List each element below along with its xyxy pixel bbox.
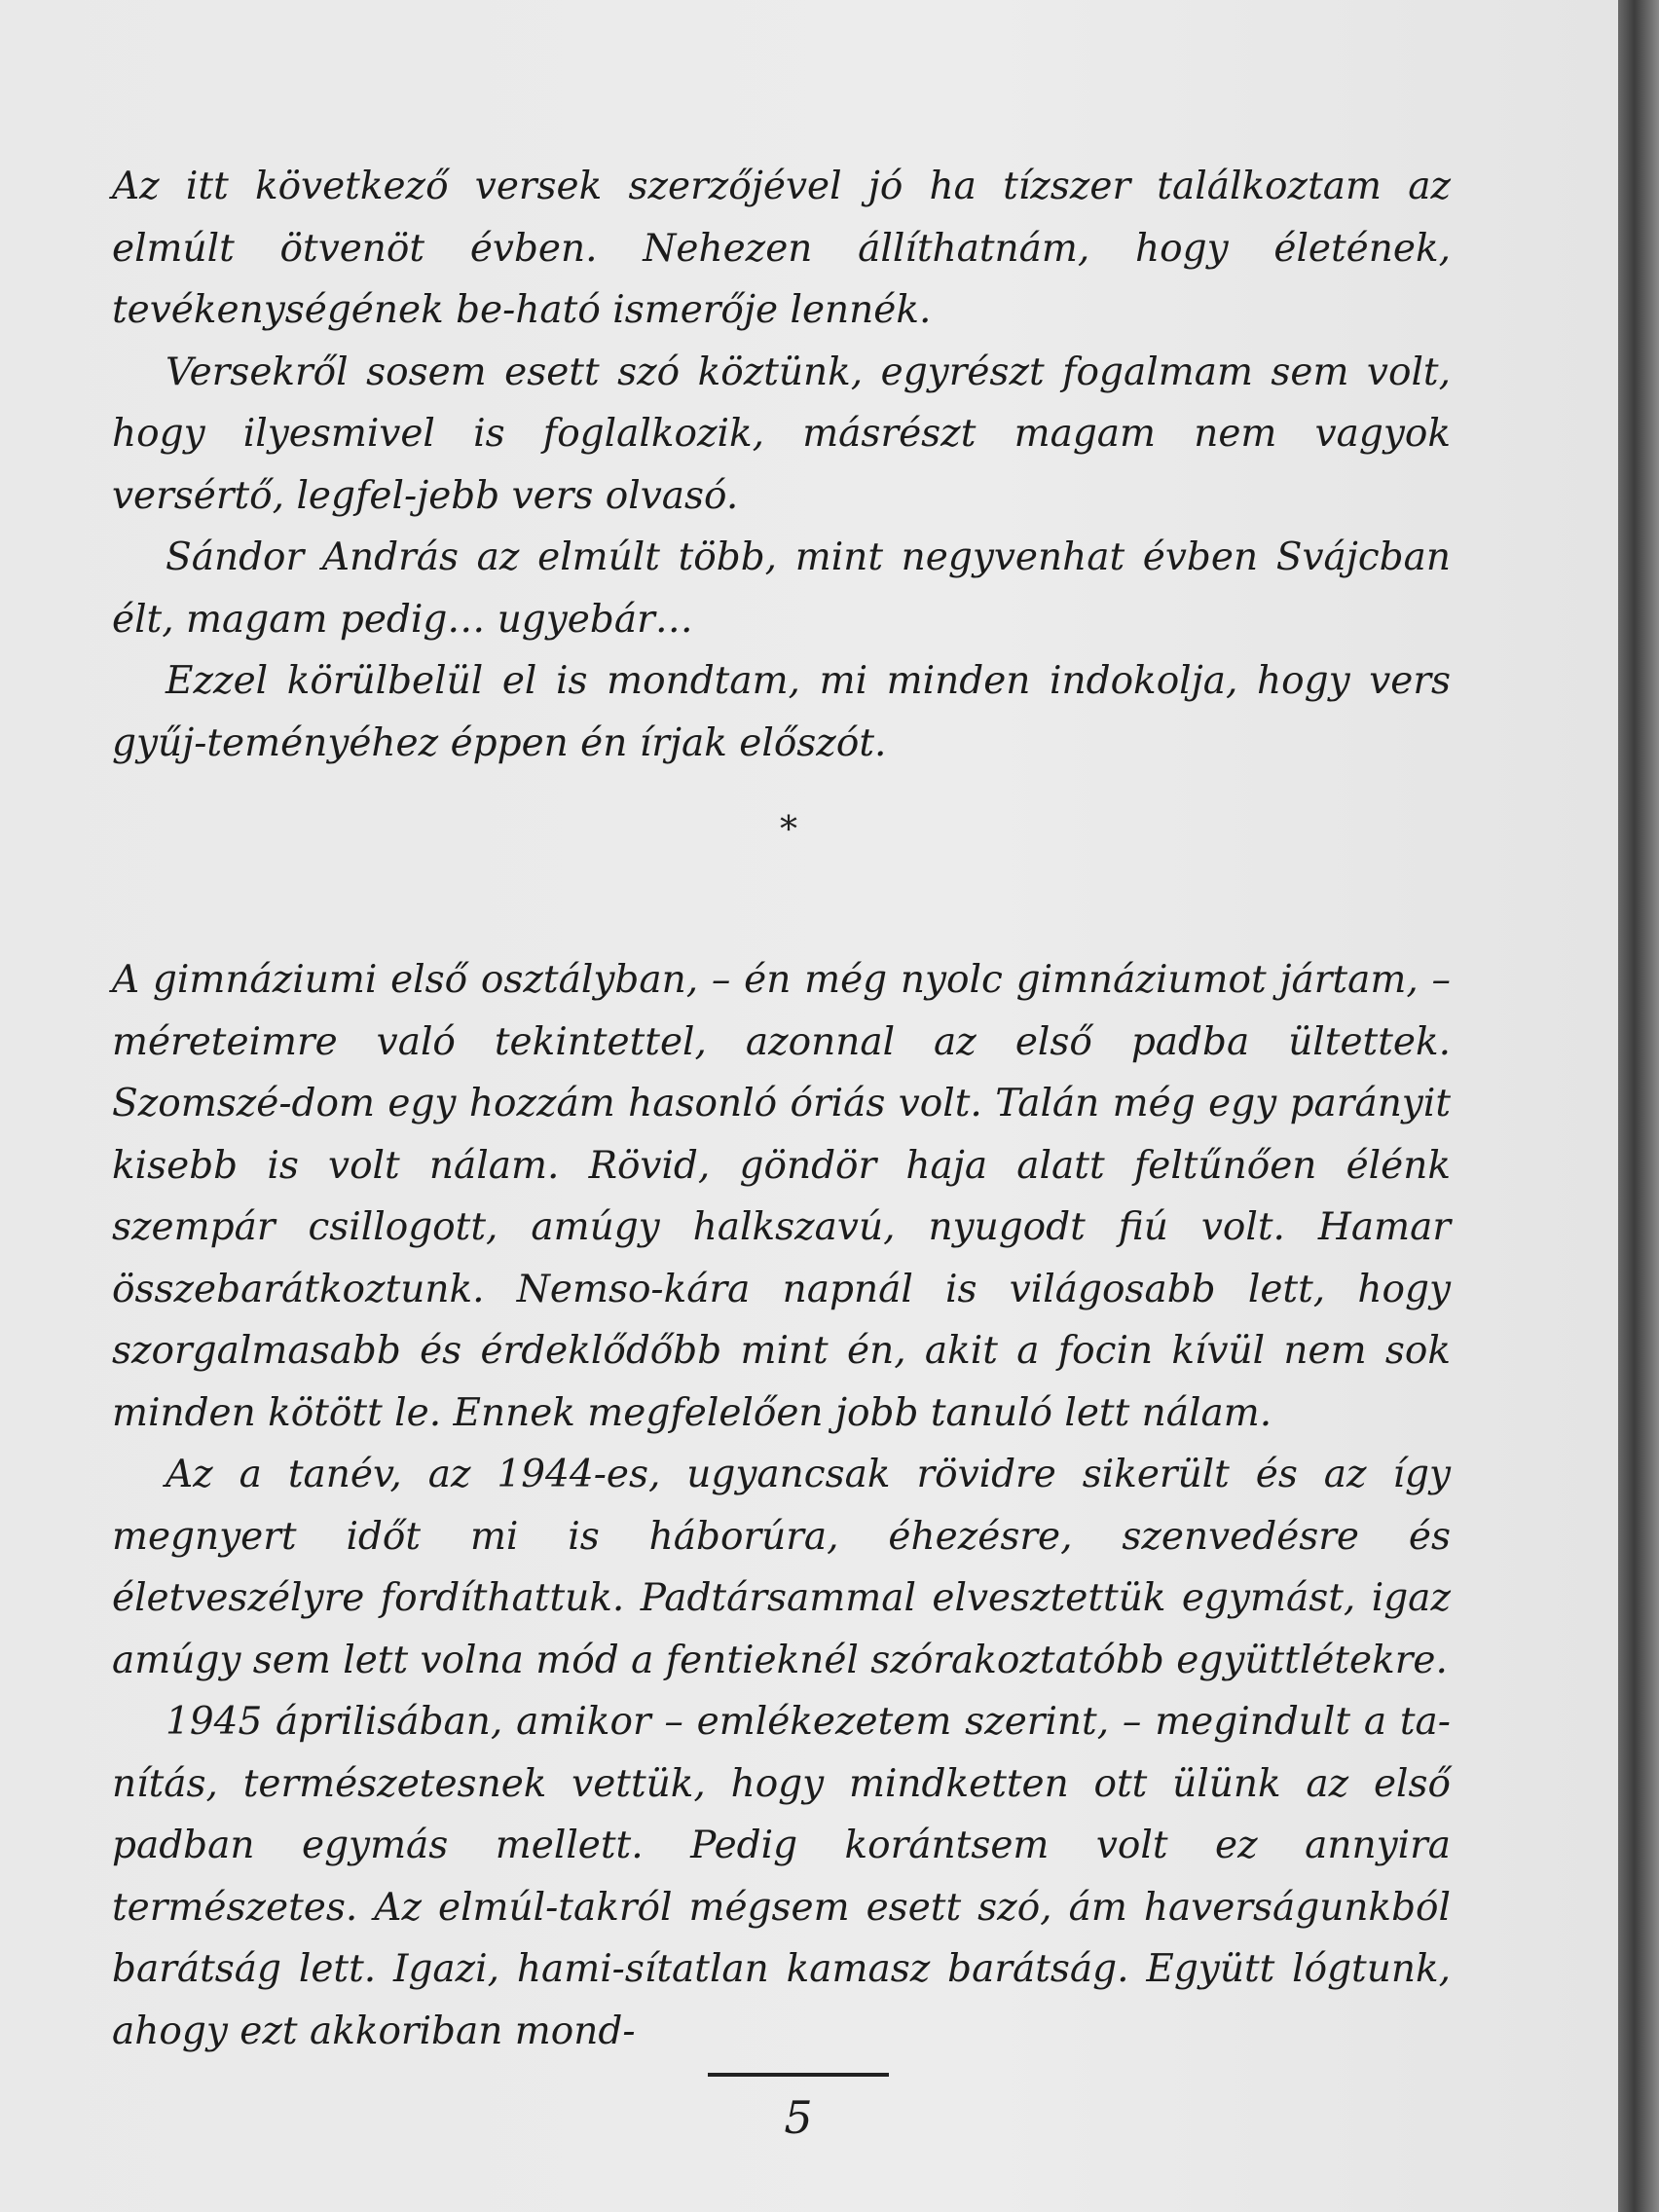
paragraph: Az a tanév, az 1944-es, ugyancsak rövidre sikerült és az így megnyert időt mi is háborúra, éhezésre, szenvedésre és életveszélyre fordíthattuk. Padtársammal elvesztettük egymást, igaz amúgy sem lett volna mód a fentieknél szórakoztatóbb együttlétekre. [112,1453,1451,1682]
text-section-2 [112,949,1451,2062]
page-edge-shadow [1618,0,1659,2212]
paragraph: A gimnáziumi első osztályban, – én még nyolc gimnáziumot jártam, – méreteimre való tekintettel, azonnal az első padba ültettek. Szomszé-dom egy hozzám hasonló óriás volt. Talán még egy parányit kisebb is volt nálam. Rövid, göndör haja alatt feltűnően élénk szempár csillogott, amúgy halkszavú, nyugodt fiú volt. Hamar összebarátkoztunk. Nemso-kára napnál is világosabb lett, hogy szorgalmasabb és érdeklődőbb mint én, akit a focin kívül nem sok minden kötött le. Ennek megfelelően jobb tanuló lett nálam. [112,958,1451,1435]
paragraph: Az itt következő versek szerzőjével jó ha tízszer találkoztam az elmúlt ötvenöt évben. Nehezen állíthatnám, hogy életének, tevékenységének be-ható ismerője lennék. [112,165,1451,332]
paragraph: Sándor András az elmúlt több, mint negyvenhat évben Svájcban élt, magam pedig… ugyebár… [112,535,1451,642]
footer-rule [708,2073,889,2077]
page-number: 5 [784,2091,813,2144]
text-section-1 [112,156,1451,774]
paragraph: Versekről sosem esett szó köztünk, egyrészt fogalmam sem volt, hogy ilyesmivel is foglalkozik, másrészt magam nem vagyok versértő, legfel-jebb vers olvasó. [112,350,1451,518]
section-separator: * [780,810,797,850]
paragraph: Ezzel körülbelül el is mondtam, mi minden indokolja, hogy vers gyűj-teményéhez éppen én írjak előszót. [112,659,1451,765]
paragraph: 1945 áprilisában, amikor – emlékezetem szerint, – megindult a ta-nítás, természetesnek vettük, hogy mindketten ott ülünk az első padban egymás mellett. Pedig korántsem volt ez annyira természetes. Az elmúl-takról mégsem esett szó, ám haverságunkból barátság lett. Igazi, hami-sítatlan kamasz barátság. Együtt lógtunk, ahogy ezt akkoriban mond- [112,1700,1451,2053]
